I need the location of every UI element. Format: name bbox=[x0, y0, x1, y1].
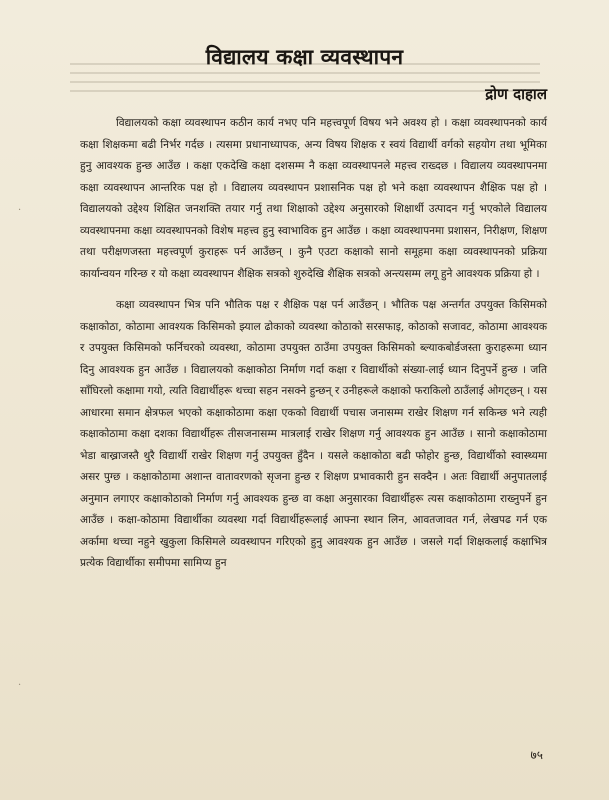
margin-tick: · bbox=[18, 205, 22, 216]
margin-tick: · bbox=[18, 680, 22, 691]
paragraph-2: कक्षा व्यवस्थापन भित्र पनि भौतिक पक्ष र शैक्षिक पक्ष पर्न आउँछन् । भौतिक पक्ष अन्तर्गत उपयुक्त किसिमको कक्षाकोठा, कोठामा आवश्यक किसिमको झ्याल ढोकाको व्यवस्था कोठाको सरसफाइ, कोठाको सजावट, कोठामा आवश्यक र उपयुक्त किसिमको फर्निचरको व्यवस्था, कोठामा उपयुक्त ठाउँमा उपयुक्त किसिमको ब्ल्याकबोर्डजस्ता कुराहरूमा ध्यान दिनु आवश्यक हुन आउँछ । विद्यालयको कक्षाकोठा निर्माण गर्दा कक्षा र विद्यार्थीको संख्या-लाई ध्यान दिनुपर्ने हुन्छ । जति साँघिरलो कक्षामा गयो, त्यति विद्यार्थीहरू थच्चा सहन नसक्ने हुन्छन् र उनीहरूले कक्षाको फराकिलो ठाउँलाई ओगट्छन् । यस आधारमा समान क्षेत्रफल भएको कक्षाकोठामा कक्षा एकको विद्यार्थी पचास जनासम्म राखेर शिक्षण गर्न सकिन्छ भने त्यही कक्षाकोठामा कक्षा दशका विद्यार्थीहरू तीसजनासम्म मात्रलाई राखेर शिक्षण गर्नु आवश्यक हुन आउँछ । सानो कक्षाकोठामा भेडा बाख्राजस्तै थुरै विद्यार्थी राखेर शिक्षण गर्नु उपयुक्त हुँदैन । यसले कक्षाकोठा बढी फोहोर हुन्छ, विद्यार्थीको स्वास्थ्यमा असर पुग्छ । कक्षाकोठामा अशान्त वातावरणको सृजना हुन्छ र शिक्षण प्रभावकारी हुन सक्दैन । अतः विद्यार्थी अनुपातलाई अनुमान लगाएर कक्षाकोठाको निर्माण गर्नु आवश्यक हुन्छ वा कक्षा अनुसारका विद्यार्थीहरू त्यस कक्षाकोठामा राख्नुपर्ने हुन आउँछ । कक्षा-कोठामा विद्यार्थीका व्यवस्था गर्दा विद्यार्थीहरूलाई आफ्ना स्थान लिन, आवतजावत गर्न, लेखपढ गर्न एक अर्कामा थच्चा नहुने खुकुला किसिमले व्यवस्थापन गरिएको हुनु आवश्यक हुन आउँछ । जसले गर्दा शिक्षकलाई कक्षाभित्र प्रत्येक विद्यार्थीका समीपमा सामिप्य हुन bbox=[80, 299, 547, 569]
page-number: ७५ bbox=[530, 748, 543, 762]
author-name: द्रोण दाहाल bbox=[485, 85, 547, 103]
article-title: विद्यालय कक्षा व्यवस्थापन bbox=[205, 45, 404, 69]
paragraph-1: विद्यालयको कक्षा व्यवस्थापन कठीन कार्य नभए पनि महत्त्वपूर्ण विषय भने अवश्य हो । कक्षा व्यवस्थापनको कार्य कक्षा शिक्षकमा बढी निर्भर गर्दछ । त्यसमा प्रधानाध्यापक, अन्य विषय शिक्षक र स्वयं विद्यार्थी वर्गको सहयोग तथा भूमिका हुनु आवश्यक हुन्छ आउँछ । कक्षा एकदेखि कक्षा दशसम्म नै कक्षा व्यवस्थापनले महत्त्व राख्दछ । विद्यालय व्यवस्थापनमा कक्षा व्यवस्थापन आन्तरिक पक्ष हो । विद्यालय व्यवस्थापन प्रशासनिक पक्ष हो भने कक्षा व्यवस्थापन शैक्षिक पक्ष हो । विद्यालयको उद्देश्य शिक्षित जनशक्ति तयार गर्नु तथा शिक्षाको उद्देश्य अनुसारको शिक्षार्थी उत्पादन गर्नु भएकोले विद्यालय व्यवस्थापनमा कक्षा व्यवस्थापनको विशेष महत्त्व हुनु स्वाभाविक हुन आउँछ । कक्षा व्यवस्थापनमा प्रशासन, निरीक्षण, शिक्षण तथा परीक्षणजस्ता महत्त्वपूर्ण कुराहरू पर्न आउँछन् । कुनै एउटा कक्षाको सानो समूहमा कक्षा व्यवस्थापनको प्रक्रिया कार्यान्वयन गरिन्छ र यो कक्षा व्यवस्थापन शैक्षिक सत्रको शुरुदेखि शैक्षिक सत्रको अन्त्यसम्म लगू हुने आवश्यक प्रक्रिया हो । bbox=[80, 117, 547, 280]
article-body bbox=[80, 113, 547, 585]
